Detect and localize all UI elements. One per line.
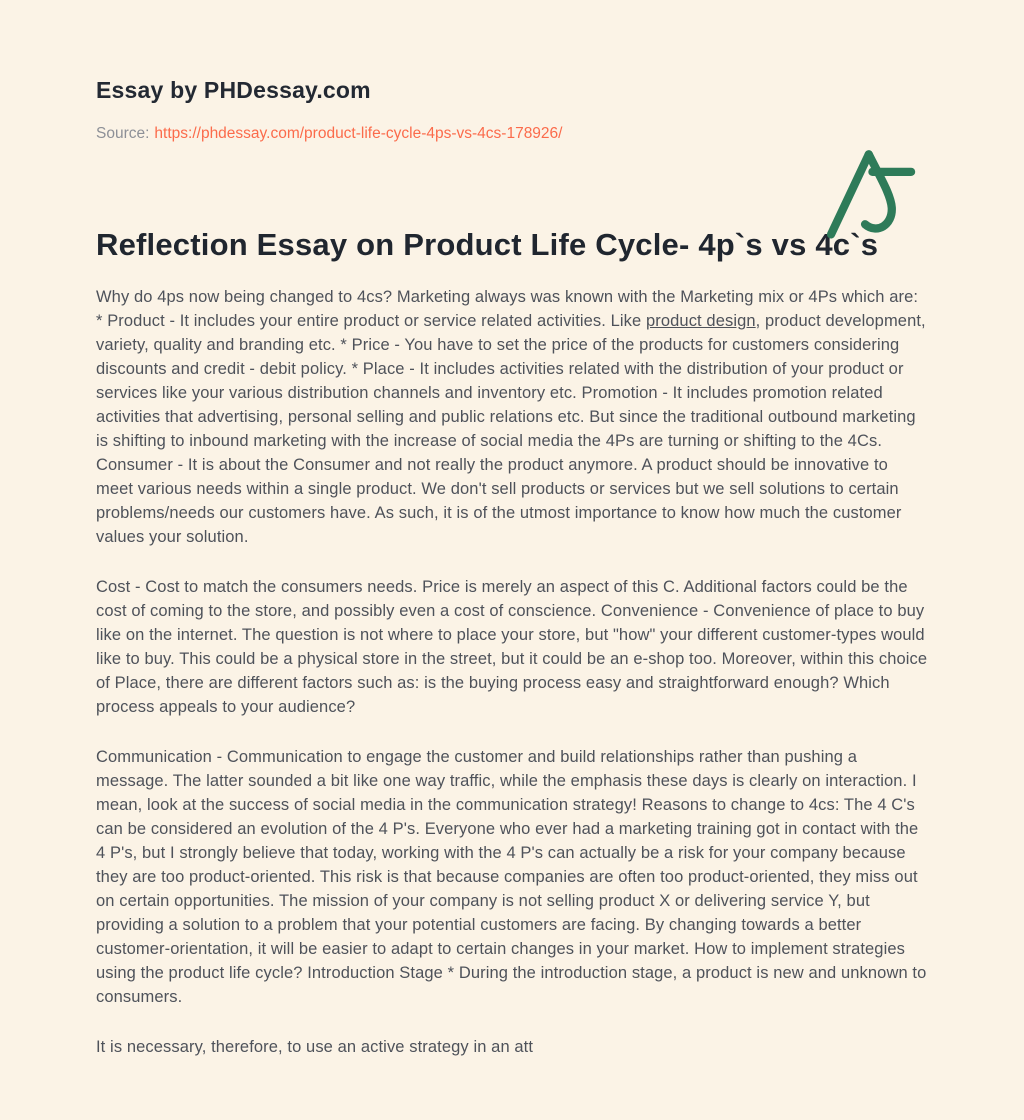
source-line xyxy=(96,124,928,143)
a-plus-logo-icon xyxy=(820,146,912,240)
source-label: Source: xyxy=(96,125,150,142)
phdessay-logo xyxy=(820,146,912,240)
essay-paragraph-2: Cost - Cost to match the consumers needs. Price is merely an aspect of this C. Additional factors could be the cost of coming to the store, and possibly even a cost of conscience. Convenience - Convenience of place to buy like on the internet. The question is not where to place your store, but "how" your different customer-types would like to buy. This could be a physical store in the street, but it could be an e-shop too. Moreover, within this choice of Place, there are different factors such as: is the buying process easy and straightforward enough? Which process appeals to your audience? xyxy=(96,578,928,716)
essay-page xyxy=(0,76,1024,1120)
paragraph-1-text-after-link: , product development, variety, quality and branding etc. * Price - You have to set the price of the products for customers considering discounts and credit - debit policy. * Place - It includes activities related with the distribution of your product or services like your various distribution channels and inventory etc. Promotion - It includes promotion related activities that advertising, personal selling and public relations etc. But since the traditional outbound marketing is shifting to inbound marketing with the increase of social media the 4Ps are turning or shifting to the 4Cs. Consumer - It is about the Consumer and not really the product anymore. A product should be innovative to meet various needs within a single product. We don't sell products or services but we sell solutions to certain problems/needs our customers have. As such, it is of the utmost importance to know how much the customer values your solution. xyxy=(96,312,926,546)
essay-paragraph-1 xyxy=(96,285,928,549)
source-url-link[interactable]: https://phdessay.com/product-life-cycle-4ps-vs-4cs-178926/ xyxy=(154,125,563,142)
essay-paragraph-4: It is necessary, therefore, to use an active strategy in an att xyxy=(96,1038,534,1056)
essay-paragraph-3: Communication - Communication to engage the customer and build relationships rather than pushing a message. The latter sounded a bit like one way traffic, while the emphasis these days is clearly on interaction. I mean, look at the success of social media in the communication strategy! Reasons to change to 4cs: The 4 C's can be considered an evolution of the 4 P's. Everyone who ever had a marketing training got in contact with the 4 P's, but I strongly believe that today, working with the 4 P's can actually be a risk for your company because they are too product-oriented. This risk is that because companies are often too product-oriented, they miss out on certain opportunities. The mission of your company is not selling product X or delivering service Y, but providing a solution to a problem that your potential customers are facing. By changing towards a better customer-orientation, it will be easier to adapt to certain changes in your market. How to implement strategies using the product life cycle? Introduction Stage * During the introduction stage, a product is new and unknown to consumers. xyxy=(96,748,927,1006)
essay-byline: Essay by PHDessay.com xyxy=(96,77,371,103)
product-design-link[interactable]: product design xyxy=(646,312,756,330)
essay-title: Reflection Essay on Product Life Cycle- 4p`s vs 4c`s xyxy=(96,227,879,262)
paragraph-1-text-before-link: Why do 4ps now being changed to 4cs? Marketing always was known with the Marketing mix or 4Ps which are: * Product - It includes your entire product or service related activities. Like xyxy=(96,288,919,330)
